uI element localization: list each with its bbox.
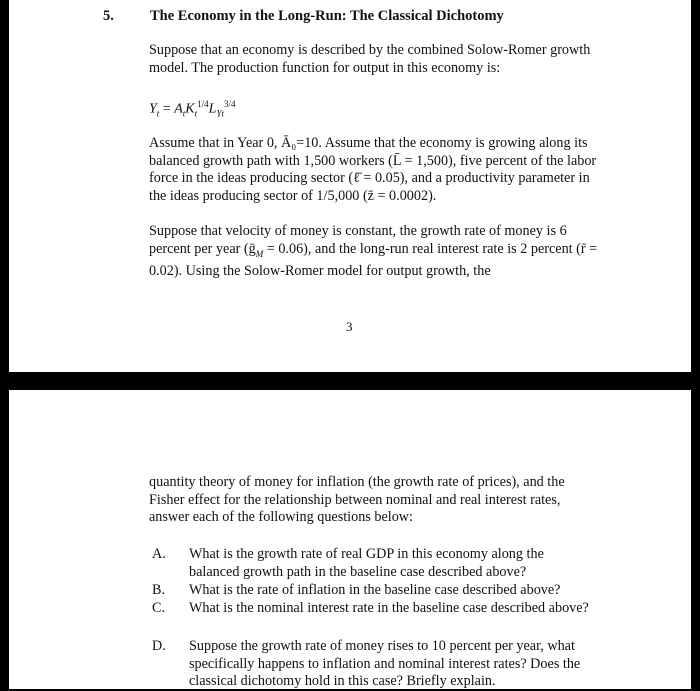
question-d-text: Suppose the growth rate of money rises to 10 percent per year, what specifically happens to inflation and nominal interest rates? Does the classical dichotomy hold in this case? Briefly explain. bbox=[189, 638, 581, 690]
continuation-paragraph: quantity theory of money for inflation (the growth rate of prices), and the Fisher effect for the relationship between nominal and real interest rates, answer each of the following questions below: bbox=[149, 474, 565, 526]
question-c-letter: C. bbox=[152, 600, 166, 616]
intro-paragraph: Suppose that an economy is described by the combined Solow-Romer growth model. The production function for output in this economy is: bbox=[149, 42, 591, 76]
problem-number: 5. bbox=[103, 8, 114, 24]
question-a-text: What is the growth rate of real GDP in this economy along the balanced growth path in the baseline case described above? bbox=[189, 546, 544, 580]
formula-l: L bbox=[208, 101, 217, 117]
problem-title: The Economy in the Long-Run: The Classical Dichotomy bbox=[150, 8, 504, 24]
question-b-letter: B. bbox=[152, 582, 166, 598]
money-sub: M bbox=[255, 248, 264, 259]
formula-y-sub: t bbox=[156, 108, 160, 119]
production-function bbox=[149, 96, 236, 123]
page-top bbox=[9, 0, 691, 372]
formula-l-sub: Yt bbox=[216, 108, 224, 119]
money-text-2: = 0.06), and the long-run real interest rate is 2 percent (r̄ = 0.02). Using the Solow-Romer model for output growth, the bbox=[149, 240, 598, 280]
formula-a: A bbox=[174, 101, 183, 117]
page-number: 3 bbox=[346, 319, 353, 334]
formula-y: Y bbox=[149, 101, 157, 117]
question-b-text: What is the rate of inflation in the baseline case described above? bbox=[189, 582, 561, 598]
formula-a-sub: t bbox=[182, 108, 186, 119]
money-text-1: Suppose that velocity of money is constant, the growth rate of money is 6 percent per year (ḡ bbox=[149, 223, 567, 257]
question-c-text: What is the nominal interest rate in the baseline case described above? bbox=[189, 600, 589, 616]
formula-k-sup: 1/4 bbox=[197, 99, 209, 109]
formula-k: K bbox=[185, 101, 195, 117]
page-bottom bbox=[9, 390, 691, 689]
formula-eq: = bbox=[159, 101, 175, 117]
question-d-letter: D. bbox=[152, 638, 166, 654]
formula-k-sub: t bbox=[194, 108, 198, 119]
formula-l-sup: 3/4 bbox=[223, 99, 236, 109]
money-paragraph bbox=[149, 223, 599, 281]
question-a-letter: A. bbox=[152, 546, 166, 562]
assumptions-paragraph: Assume that in Year 0, Ā₀=10. Assume that the economy is growing along its balanced growth path with 1,500 workers (L̄ = 1,500), five percent of the labor force in the ideas producing sector (ℓ̄ = 0.05), and a productivity parameter in the ideas producing sector of 1/5,000 (z̄ = 0.0002). bbox=[149, 135, 597, 204]
